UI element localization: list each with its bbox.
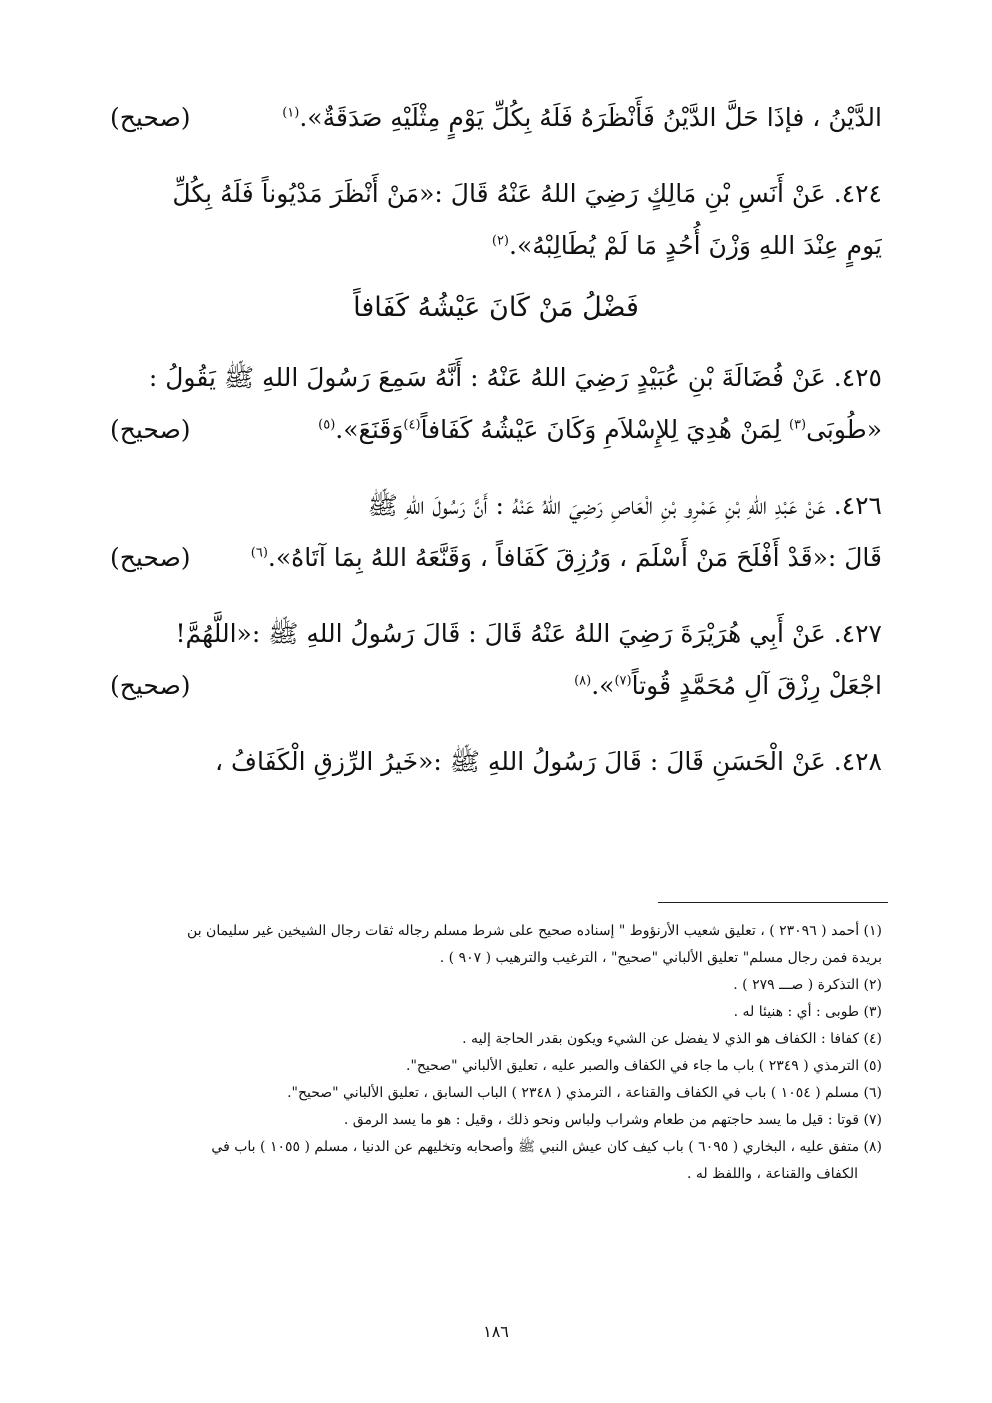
line-text: «طُوبَى [806,415,882,444]
line-text: الدَّيْنُ ، فإذَا حَلَّ الدَّيْنُ فَأَنْظَرَهُ فَلَهُ بِكُلِّ يَوْمٍ مِثْلَيْهِ صَدَقَةٌ». [299,103,882,132]
footnote-7: (٧) قوتا : قيل ما يسد حاجتهم من طعام وشراب ولباس ونحو ذلك ، وقيل : هو ما يسد الرمق . [343,1112,882,1128]
footnote-6: (٦) مسلم ( ١٠٥٤ ) باب في الكفاف والقناعة ، الترمذي ( ٢٣٤٨ ) الباب السابق ، تعليق الألباني "صحيح". [287,1085,882,1101]
grade-label: (صحيح) [110,543,191,572]
line-text: لِمَنْ هُدِيَ لِلإِسْلاَمِ وَكَانَ عَيْشُهُ كَفَافاً [420,415,789,444]
line-text: ٤٢٤. عَنْ أَنَسِ بْنِ مَالِكٍ رَضِيَ اللهُ عَنْهُ قَالَ :«مَنْ أَنْظَرَ مَدْيُوناً فَلَهُ بِكُلِّ [172,179,882,208]
footnote-1-line-1: (١) أحمد ( ٢٣٠٩٦ ) ، تعليق شعيب الأرنؤوط " إسناده صحيح على شرط مسلم رجاله ثقات رجال الشيخين غير سليمان بن [187,923,882,939]
grade-label: (صحيح) [110,415,191,444]
footnote-ref: (١) [282,105,300,121]
footnote-8-line-1: (٨) متفق عليه ، البخاري ( ٦٠٩٥ ) باب كيف كان عيش النبي ﷺ وأصحابه وتخليهم عن الدنيا ، مسلم ( ١٠٥٥ ) باب في [211,1139,882,1155]
footnote-ref: (٨) [574,673,592,689]
page-number: ١٨٦ [483,1322,509,1341]
line-text: ٤٢٥. عَنْ فُضَالَةَ بْنِ عُبَيْدٍ رَضِيَ اللهُ عَنْهُ : أَنَّهُ سَمِعَ رَسُولَ اللهِ ﷺ يَقُولُ : [148,363,882,392]
hadith-425-line-2 [110,404,882,456]
hadith-426-line-1 [110,480,882,532]
footnote-ref: (٥) [318,417,336,433]
footnote-4: (٤) كفافا : الكفاف هو الذي لا يفضل عن الشيء ويكون بقدر الحاجة إليه . [462,1031,882,1047]
line-text: وَقَنَعَ». [335,415,404,444]
footnote-ref: (٢) [491,233,509,249]
hadith-424-line-2 [110,220,882,272]
footnote-ref: (٣) [788,417,807,433]
grade-label: (صحيح) [110,103,191,132]
grade-label: (صحيح) [110,671,191,700]
footnote-2: (٢) التذكرة ( صـــ ٢٧٩ ) . [733,977,882,993]
line-text: يَومٍ عِنْدَ اللهِ وَزْنَ أُحُدٍ مَا لَمْ يُطَالِبْهُ». [509,231,882,260]
footnote-8-line-2: الكفاف والقناعة ، واللفظ له . [686,1166,858,1182]
line-text: قَالَ :«قَدْ أَفْلَحَ مَنْ أَسْلَمَ ، وَرُزِقَ كَفَافاً ، وَقَنَّعَهُ اللهُ بِمَا آتَاهُ». [267,543,882,572]
footnote-ref: (٦) [250,545,268,561]
main-text [110,92,882,788]
section-heading: فَضْلُ مَنْ كَانَ عَيْشُهُ كَفَافاً [353,292,639,323]
hadith-424-line-1 [110,168,882,220]
footnote-separator [658,902,888,903]
footnote-ref: (٧) [614,673,632,689]
footnote-5: (٥) الترمذي ( ٢٣٤٩ ) باب ما جاء في الكفاف والصبر عليه ، تعليق الألباني "صحيح". [406,1058,882,1074]
hadith-425-line-1 [110,352,882,404]
footnote-3: (٣) طوبى : أي : هنيئا له . [733,1004,882,1020]
line-text: ٤٢٦. عَنْ عَبْدِ اللهِ بْنِ عَمْرِو بْنِ الْعَاصِ رَضِيَ اللهُ عَنْهُ : أَنَّ رَسُولَ اللهِ ﷺ [367,491,882,520]
hadith-426-line-2 [110,532,882,584]
footnote-1-line-2: بريدة فمن رجال مسلم" تعليق الألباني "صحيح" ، الترغيب والترهيب ( ٩٠٧ ) . [439,950,882,966]
line-text: اجْعَلْ رِزْقَ آلِ مُحَمَّدٍ قُوتاً [631,671,882,700]
hadith-423-end [110,92,882,144]
hadith-427-line-2 [110,660,882,712]
hadith-427-line-1 [110,608,882,660]
line-text: ٤٢٧. عَنْ أَبِي هُرَيْرَةَ رَضِيَ اللهُ عَنْهُ قَالَ : قَالَ رَسُولُ اللهِ ﷺ :«اللَّهُمَّ! [175,619,882,648]
footnote-ref: (٤) [403,417,421,433]
line-text: ٤٢٨. عَنْ الْحَسَنِ قَالَ : قَالَ رَسُولُ اللهِ ﷺ :«خَيرُ الرِّزقِ الْكَفَافُ ، [215,747,882,776]
hadith-428-line-1 [110,736,882,788]
line-text: ». [591,671,615,700]
footnotes [112,918,882,1188]
